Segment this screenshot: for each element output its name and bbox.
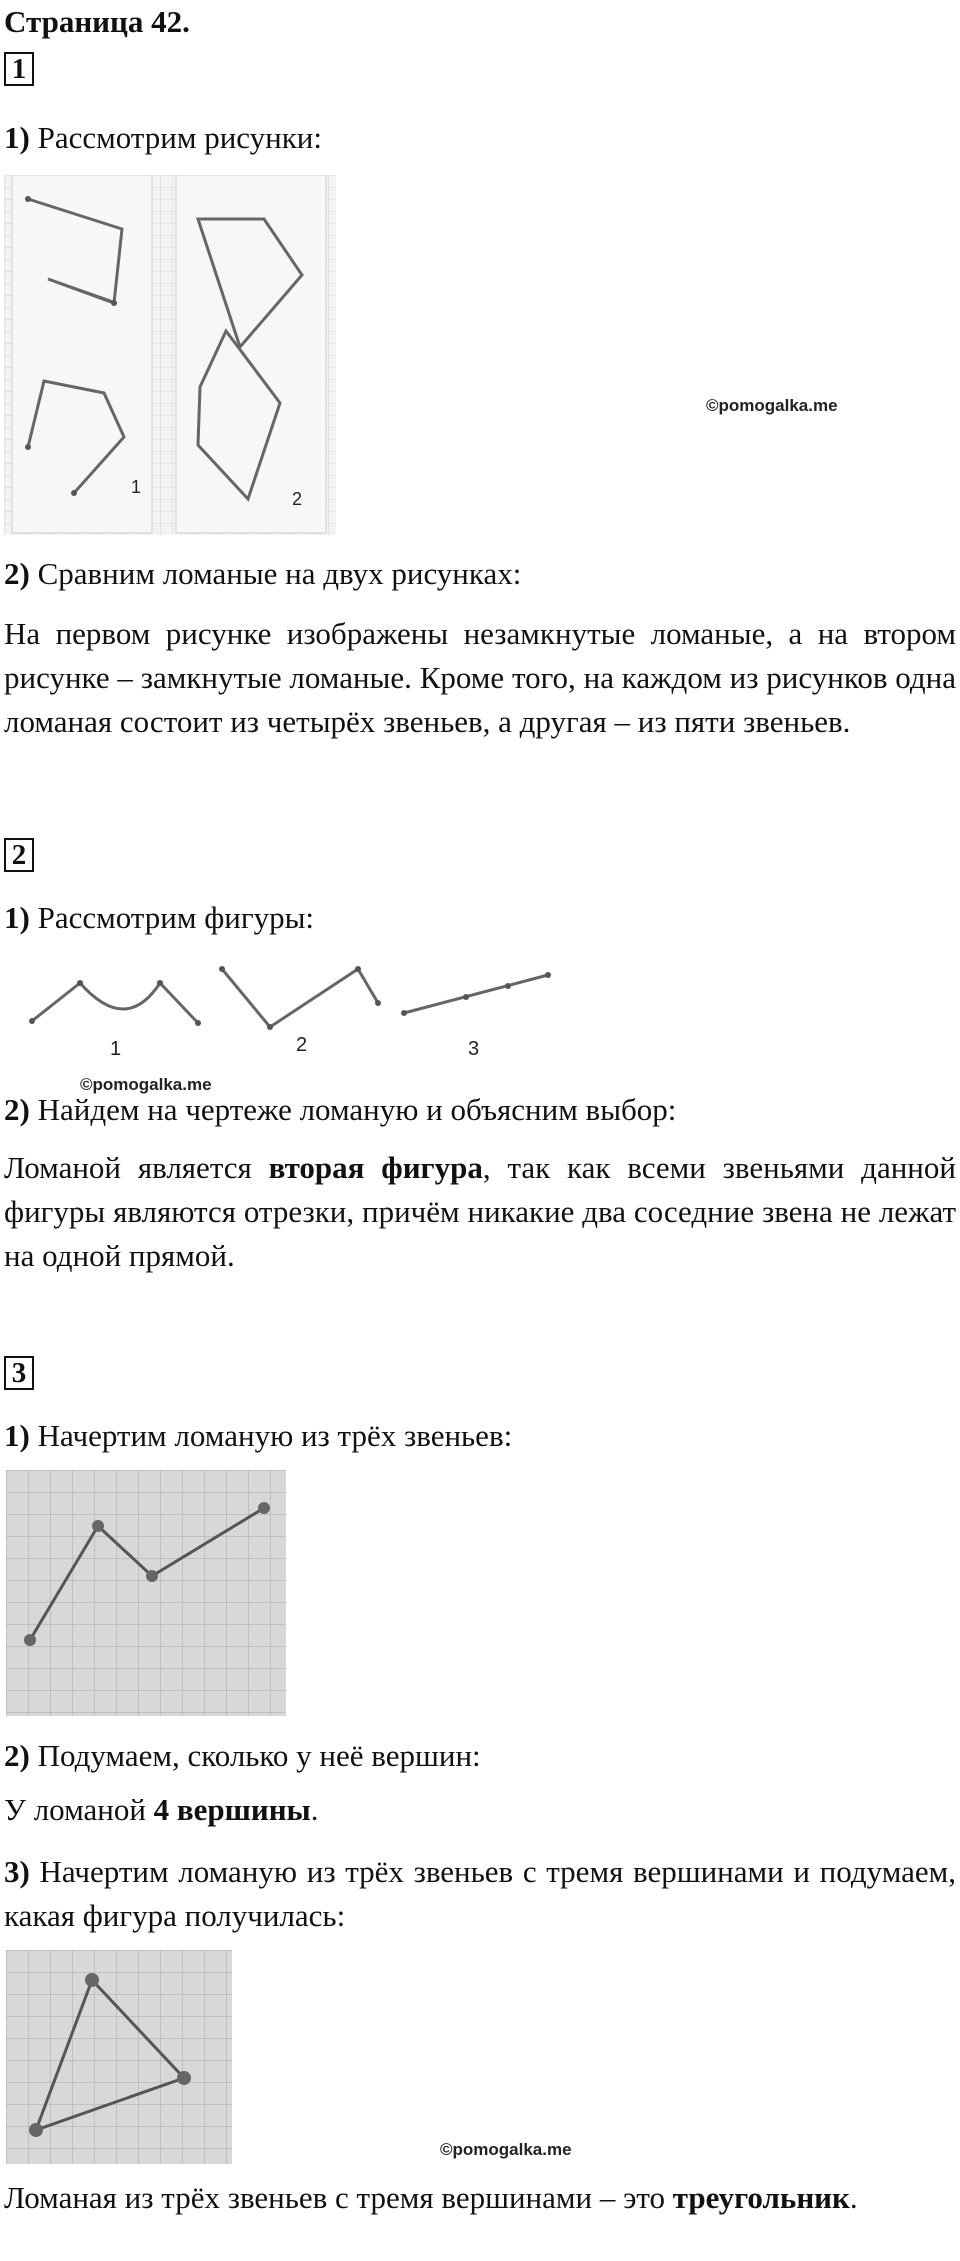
figure-3-shape [404,975,548,1013]
figure-label-2: 2 [292,489,303,509]
answer-text: Ломаной является [4,1150,269,1185]
answer-text: , так как всеми звеньями данной фигуры являются отрезки, причём никакие два соседние звена не лежат на одной прямой. [4,1150,956,1273]
task3-answer3 [4,2176,956,2220]
step-text: Начертим ломаную из трёх звеньев: [37,1418,513,1453]
step-number: 1) [4,1418,30,1453]
task1-step2 [4,556,521,592]
answer-text: . [310,1792,319,1827]
step-number: 1) [4,120,30,155]
step-text: Найдем на чертеже ломаную и объясним выбор: [37,1092,677,1127]
page-title: Страница 42. [4,4,190,39]
answer-bold: треугольник [672,2180,850,2215]
task2-figures-svg [14,955,574,1065]
step-number: 2) [4,1738,30,1773]
task2-figures-image [14,955,574,1065]
task2-step1 [4,900,314,936]
step-text: Подумаем, сколько у неё вершин: [37,1738,481,1773]
task2-answer [4,1146,956,1278]
figure-label-3: 3 [468,1038,480,1060]
step-text: Рассмотрим фигуры: [37,900,315,935]
figure-2-shape [222,969,378,1027]
figure-label-1: 1 [131,477,142,497]
task3-drawing-2-svg [6,1950,232,2164]
figure-label-2: 2 [296,1034,308,1056]
task-number-1: 1 [4,52,34,86]
answer-text: . [849,2180,858,2215]
task3-drawing-2 [6,1950,232,2164]
watermark: ©pomogalka.me [706,396,838,415]
figure-label-1: 1 [110,1038,122,1060]
watermark: ©pomogalka.me [440,2140,572,2159]
task1-step1 [4,120,322,156]
step-text: Начертим ломаную из трёх звеньев с тремя вершинами и подумаем, какая фигура получилась: [4,1854,956,1933]
task3-drawing-1 [6,1470,286,1716]
task-number-2: 2 [4,838,34,872]
task1-figures-svg [4,175,336,535]
step-number: 2) [4,1092,30,1127]
answer-bold: вторая фигура [268,1150,483,1185]
watermark: ©pomogalka.me [80,1075,212,1094]
task3-step1 [4,1418,512,1454]
task3-drawing-1-svg [6,1470,286,1716]
answer-bold: 4 вершины [153,1792,311,1827]
task3-answer2 [4,1792,319,1828]
step-number: 2) [4,556,30,591]
step-text: Рассмотрим рисунки: [37,120,322,155]
task3-step3 [4,1850,956,1938]
answer-text: У ломаной [4,1792,154,1827]
task1-answer: На первом рисунке изображены незамкнутые ломаные, а на втором рисунке – замкнутые ломаные. Кроме того, на каждом из рисунков одна ломаная состоит из четырёх звеньев, а другая – из пяти звеньев. [4,616,956,739]
task2-step2 [4,1092,676,1128]
task1-figures-image [4,175,336,535]
task3-step2 [4,1738,481,1774]
step-number: 3) [4,1854,30,1889]
step-text: Сравним ломаные на двух рисунках: [37,556,522,591]
answer-text: Ломаная из трёх звеньев с тремя вершинами – это [4,2180,673,2215]
task-number-3: 3 [4,1356,34,1390]
figure-1-shape [32,983,198,1023]
step-number: 1) [4,900,30,935]
